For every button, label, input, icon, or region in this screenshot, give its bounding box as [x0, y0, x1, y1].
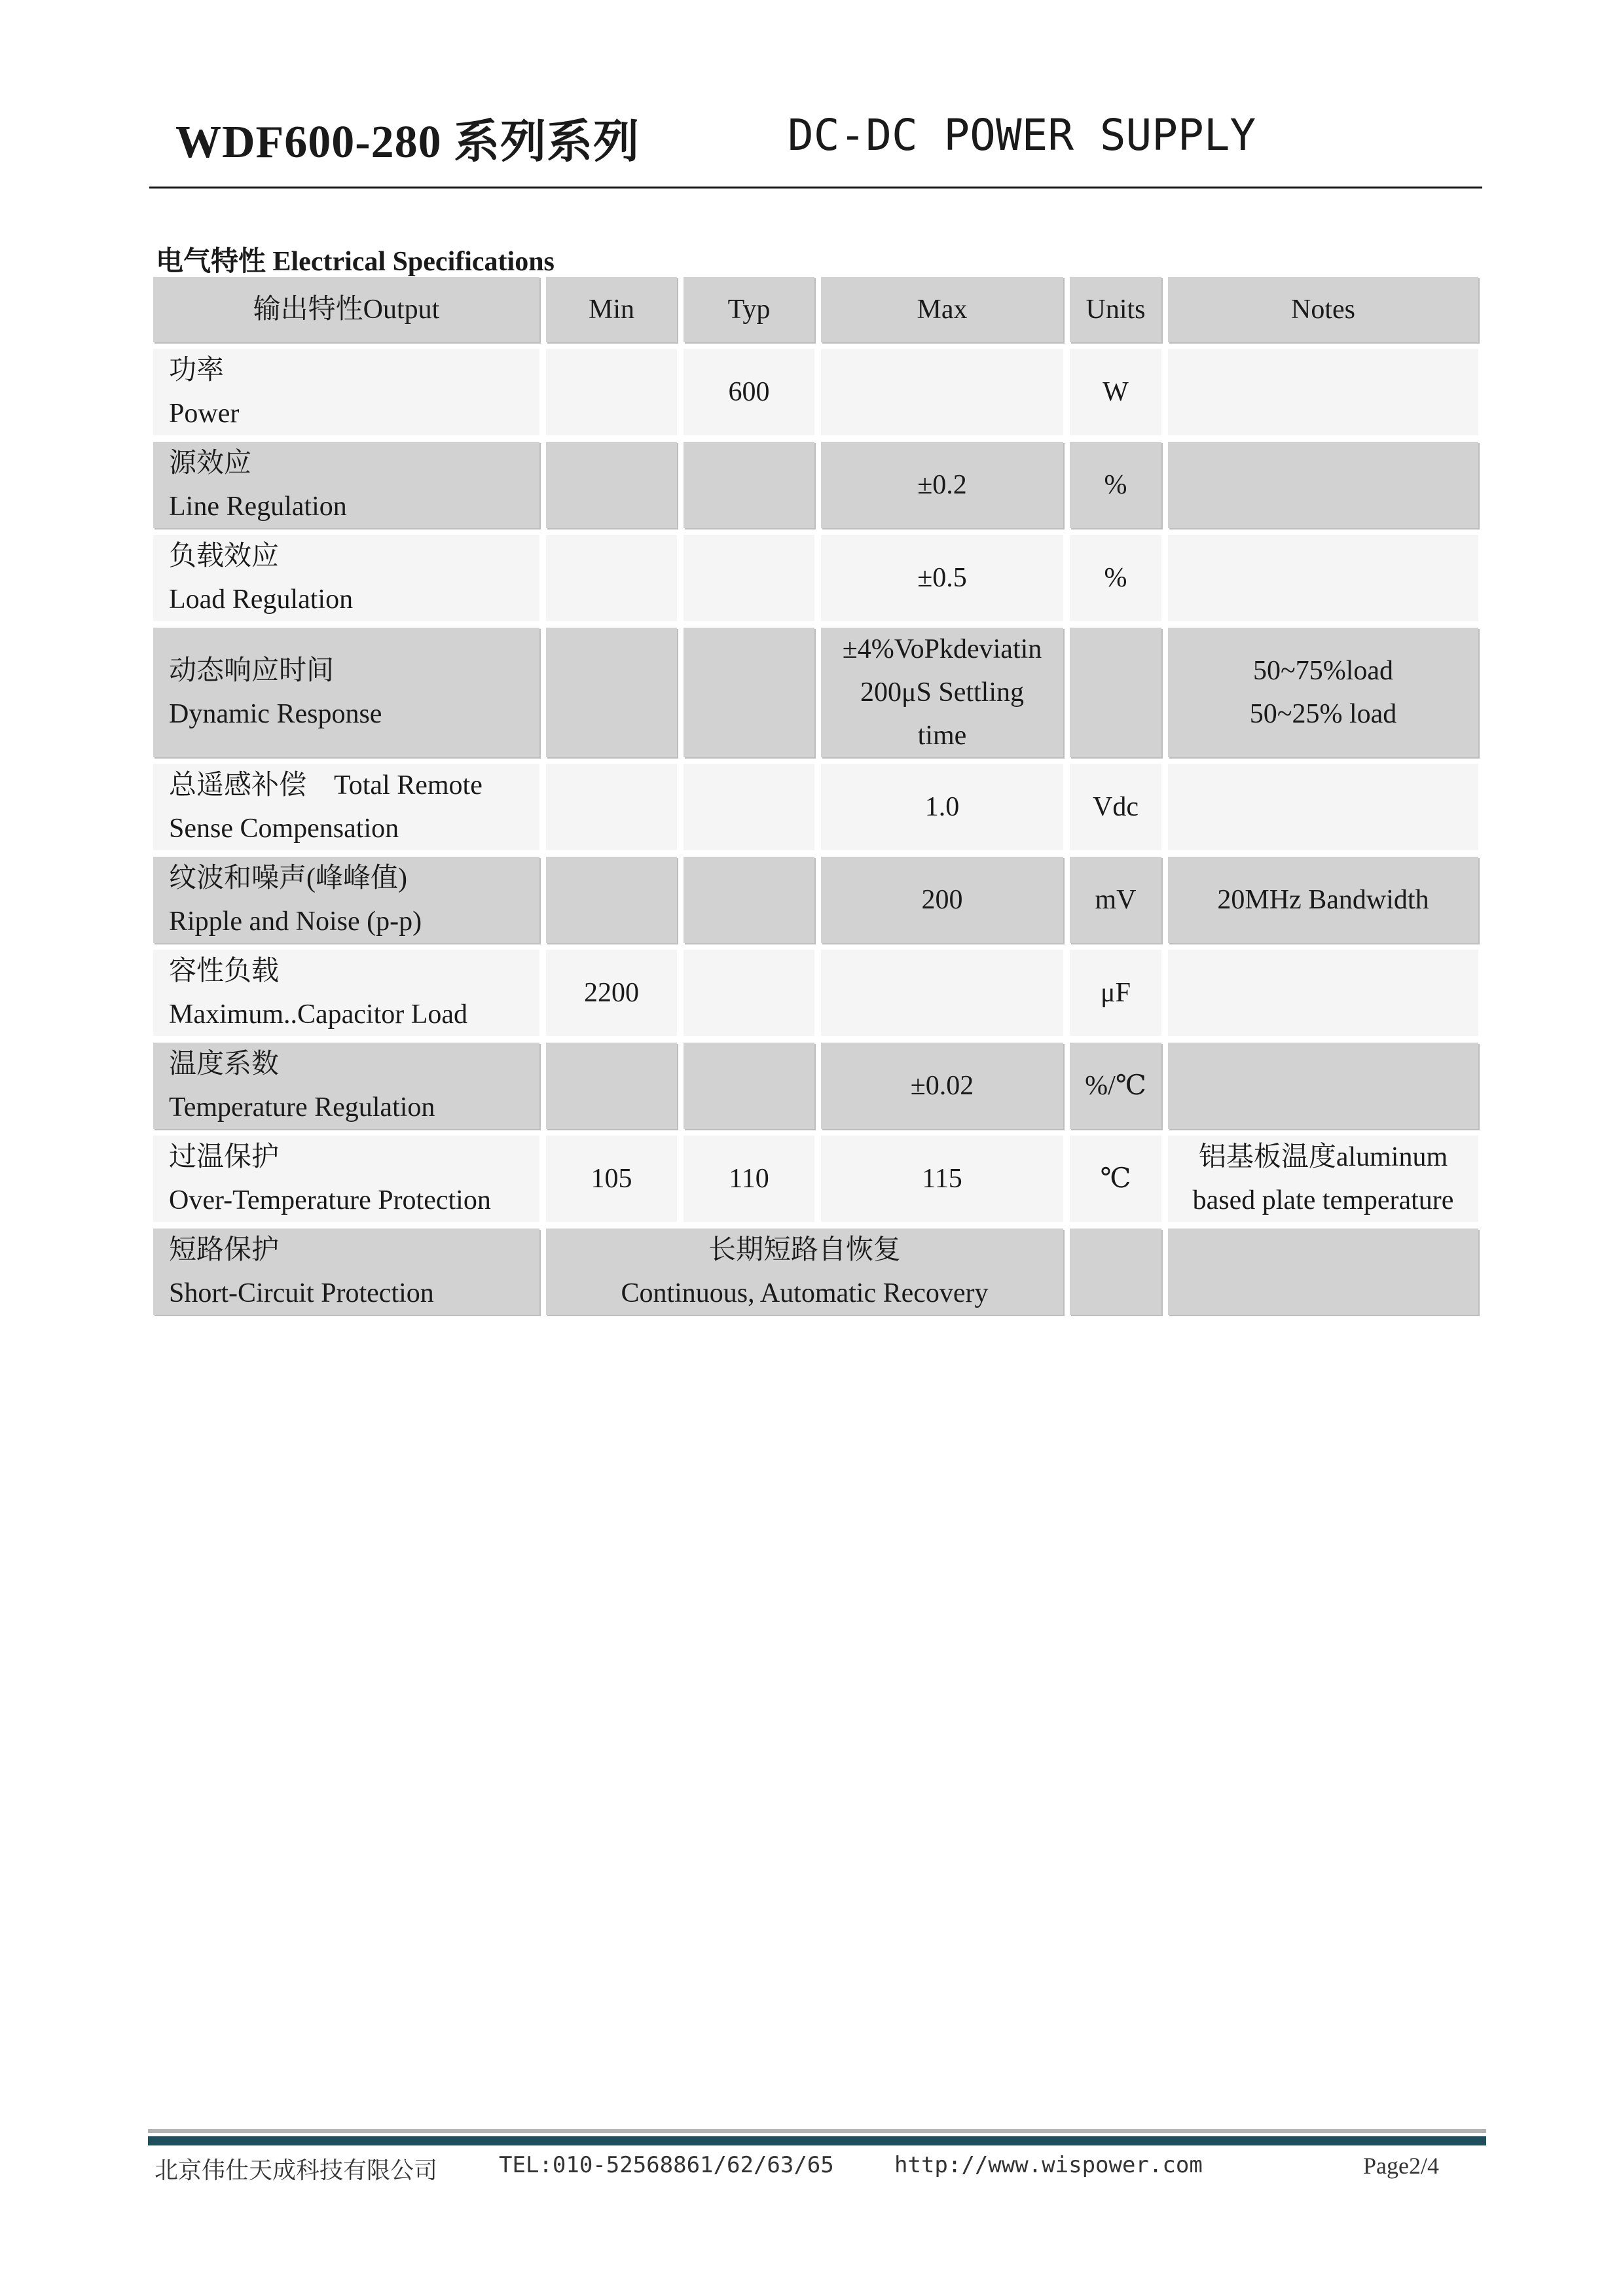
footer-tel: TEL:010-52568861/62/63/65	[499, 2152, 834, 2178]
cell-min	[546, 764, 677, 850]
table-row	[153, 1136, 1478, 1222]
cell-min	[546, 442, 677, 528]
cell-notes	[1168, 1043, 1478, 1129]
row-label	[153, 1229, 539, 1315]
cell-typ	[684, 857, 814, 943]
row-label-cn: 纹波和噪声(峰峰值)	[169, 863, 407, 893]
row-label	[153, 349, 539, 435]
electrical-spec-table	[147, 270, 1485, 1321]
row-label-en: Short-Circuit Protection	[169, 1278, 434, 1308]
cell-units	[1070, 1229, 1161, 1315]
row-label	[153, 628, 539, 757]
cell-notes	[1168, 628, 1478, 757]
cell-units: W	[1070, 349, 1161, 435]
cell-notes-line: 50~25% load	[1249, 699, 1397, 729]
row-label-cn: 负载效应	[169, 541, 280, 571]
row-label-cn: 功率	[169, 355, 225, 386]
header-divider	[149, 187, 1482, 188]
cell-min	[546, 1043, 677, 1129]
row-label-en: Temperature Regulation	[169, 1092, 435, 1122]
cell-max: ±0.5	[821, 535, 1063, 621]
cell-notes-line: based plate temperature	[1192, 1185, 1454, 1215]
row-label	[153, 764, 539, 850]
row-label	[153, 1136, 539, 1222]
cell-typ: 110	[684, 1136, 814, 1222]
footer-company: 北京伟仕天成科技有限公司	[155, 2157, 438, 2183]
table-row	[153, 349, 1478, 435]
row-label-cn: 源效应	[169, 448, 252, 478]
cell-typ	[684, 950, 814, 1036]
row-label-cn: 过温保护	[169, 1142, 280, 1172]
cell-min: 105	[546, 1136, 677, 1222]
product-title: DC-DC POWER SUPPLY	[788, 110, 1256, 160]
row-label-en: Maximum..Capacitor Load	[169, 999, 468, 1030]
cell-notes	[1168, 950, 1478, 1036]
cell-units	[1070, 628, 1161, 757]
footer-divider-dark	[148, 2136, 1486, 2145]
cell-max: 115	[821, 1136, 1063, 1222]
cell-max	[821, 628, 1063, 757]
row-label	[153, 442, 539, 528]
cell-units: Vdc	[1070, 764, 1161, 850]
table-row	[153, 857, 1478, 943]
cell-notes	[1168, 1229, 1478, 1315]
table-row	[153, 1229, 1478, 1315]
footer-url[interactable]: http://www.wispower.com	[894, 2152, 1203, 2178]
cell-typ	[684, 442, 814, 528]
row-label-en: Over-Temperature Protection	[169, 1185, 491, 1215]
cell-max	[821, 950, 1063, 1036]
row-label-cn: 温度系数	[169, 1049, 280, 1079]
cell-merged-line: 长期短路自恢复	[708, 1235, 901, 1265]
cell-max-line: 200μS Settling	[860, 677, 1025, 708]
table-row	[153, 764, 1478, 850]
table-header-row	[153, 277, 1478, 342]
header-typ: Typ	[684, 277, 814, 342]
cell-max-line: time	[917, 721, 967, 751]
row-label	[153, 857, 539, 943]
header-output: 输出特性Output	[153, 277, 539, 342]
row-label-cn: 容性负载	[169, 956, 280, 986]
row-label-en: Power	[169, 399, 240, 429]
row-label	[153, 535, 539, 621]
cell-merged-value	[546, 1229, 1063, 1315]
cell-min	[546, 535, 677, 621]
cell-units: %	[1070, 442, 1161, 528]
cell-max: ±0.2	[821, 442, 1063, 528]
row-label-en: Line Regulation	[169, 492, 347, 522]
cell-notes	[1168, 442, 1478, 528]
cell-max: ±0.02	[821, 1043, 1063, 1129]
cell-min: 2200	[546, 950, 677, 1036]
cell-min	[546, 349, 677, 435]
row-label-en: Load Regulation	[169, 584, 354, 615]
table-row	[153, 535, 1478, 621]
cell-typ	[684, 535, 814, 621]
cell-notes	[1168, 764, 1478, 850]
cell-min	[546, 857, 677, 943]
model-title: WDF600-280 系列系列	[175, 117, 640, 168]
cell-typ	[684, 764, 814, 850]
cell-units: ℃	[1070, 1136, 1161, 1222]
cell-notes	[1168, 1136, 1478, 1222]
footer-divider-light	[148, 2129, 1486, 2133]
cell-merged-line: Continuous, Automatic Recovery	[621, 1278, 989, 1308]
header-notes: Notes	[1168, 277, 1478, 342]
cell-typ: 600	[684, 349, 814, 435]
cell-notes	[1168, 349, 1478, 435]
page-header	[175, 105, 1485, 177]
row-label-en: Dynamic Response	[169, 699, 382, 729]
cell-notes: 20MHz Bandwidth	[1168, 857, 1478, 943]
row-label-cn: 总遥感补偿 Total Remote	[169, 770, 483, 800]
cell-typ	[684, 1043, 814, 1129]
table-row	[153, 442, 1478, 528]
cell-units: μF	[1070, 950, 1161, 1036]
cell-notes-line: 铝基板温度aluminum	[1198, 1142, 1448, 1172]
row-label-en: Ripple and Noise (p-p)	[169, 906, 422, 937]
header-units: Units	[1070, 277, 1161, 342]
cell-typ	[684, 628, 814, 757]
cell-notes-line: 50~75%load	[1252, 656, 1394, 686]
cell-notes	[1168, 535, 1478, 621]
table-row	[153, 628, 1478, 757]
row-label	[153, 950, 539, 1036]
row-label-cn: 动态响应时间	[169, 656, 335, 686]
footer-page-number: Page2/4	[1363, 2153, 1439, 2179]
section-title: 电气特性 Electrical Specifications	[156, 247, 555, 277]
table-row	[153, 1043, 1478, 1129]
cell-units: %/℃	[1070, 1043, 1161, 1129]
header-min: Min	[546, 277, 677, 342]
cell-min	[546, 628, 677, 757]
cell-max	[821, 349, 1063, 435]
row-label	[153, 1043, 539, 1129]
row-label-en: Sense Compensation	[169, 814, 399, 844]
cell-units: %	[1070, 535, 1161, 621]
header-max: Max	[821, 277, 1063, 342]
cell-units: mV	[1070, 857, 1161, 943]
cell-max-line: ±4%VoPkdeviatin	[842, 634, 1042, 664]
cell-max: 1.0	[821, 764, 1063, 850]
table-row	[153, 950, 1478, 1036]
cell-max: 200	[821, 857, 1063, 943]
row-label-cn: 短路保护	[169, 1235, 280, 1265]
